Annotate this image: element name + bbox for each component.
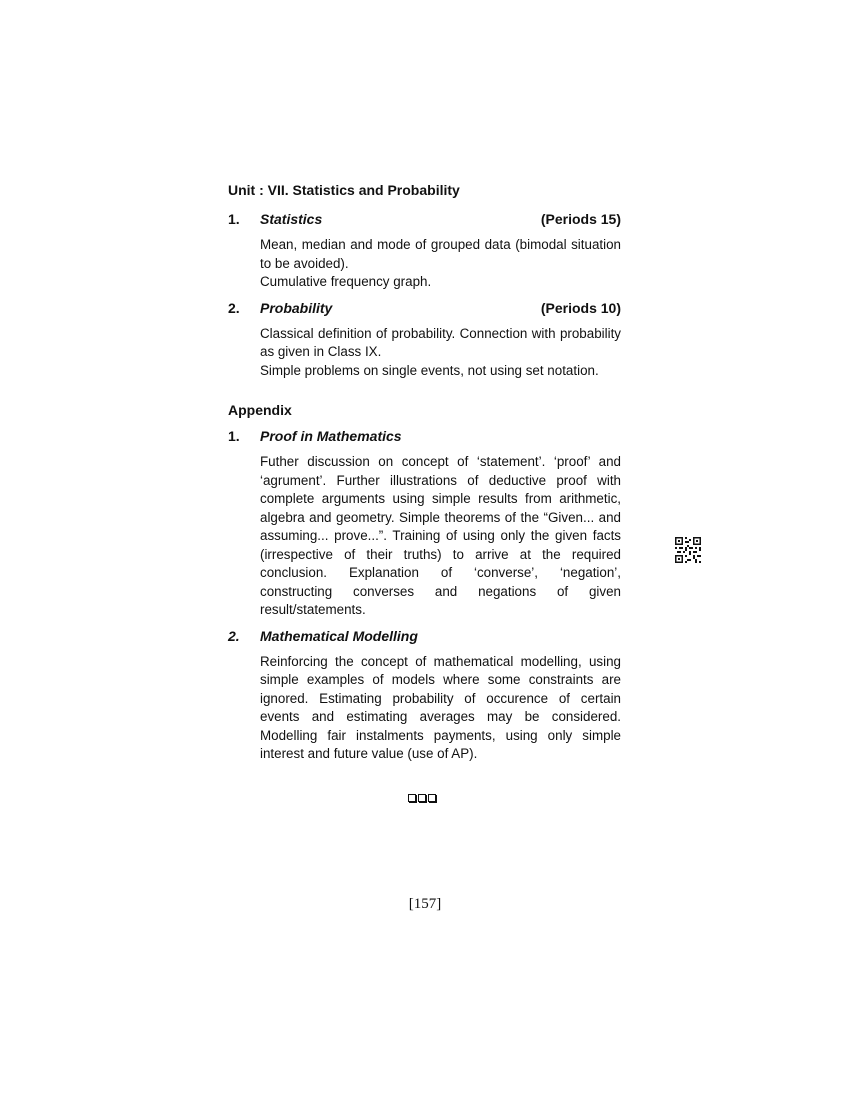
item-paragraph: Futher discussion on concept of ‘statement’. ‘proof’ and ‘agrument’. Further illustrations of deductive proof with complete arguments using simple results from arithmetic, algebra and geometry. Simple theorems of the “Given... and assuming... prove...”. Training of using only the given facts (irrespective of their truths) to arrive at the required conclusion. Explanation of ‘converse’, ‘negation’, constructing converses and negations of given result/statements. (260, 454, 621, 617)
item-header (228, 628, 621, 644)
page-number: [157] (408, 896, 442, 912)
item-paragraph: Cumulative frequency graph. (260, 274, 432, 289)
square-icon (428, 794, 436, 802)
item-number: 1. (228, 428, 240, 444)
item-title: Proof in Mathematics (260, 428, 402, 444)
appendix-item-modelling (228, 628, 621, 764)
unit-item-probability (228, 300, 621, 381)
appendix-item-proof (228, 428, 621, 620)
square-icon (408, 794, 416, 802)
unit-item-statistics (228, 211, 621, 292)
unit-heading: Unit : VII. Statistics and Probability (228, 182, 460, 198)
item-header (228, 300, 621, 316)
item-title: Statistics (260, 211, 323, 227)
item-title: Mathematical Modelling (260, 627, 418, 644)
item-body (260, 453, 621, 620)
item-body (260, 236, 621, 292)
item-periods: (Periods 15) (540, 211, 621, 227)
appendix-heading: Appendix (228, 402, 292, 418)
page-content (228, 182, 621, 772)
item-title: Probability (260, 299, 333, 316)
item-number: 2. (228, 627, 240, 644)
item-number: 1. (228, 211, 240, 227)
square-icon (418, 794, 426, 802)
item-header (228, 211, 621, 227)
qr-code-icon[interactable] (675, 537, 701, 563)
item-header (228, 428, 621, 444)
item-periods: (Periods 10) (540, 299, 621, 316)
item-paragraph: Mean, median and mode of grouped data (bimodal situation to be avoided). (260, 237, 621, 271)
item-body (260, 653, 621, 764)
item-body (260, 325, 621, 381)
item-paragraph: Classical definition of probability. Connection with probability as given in Class IX. (260, 325, 621, 359)
item-number: 2. (228, 299, 240, 316)
item-paragraph: Simple problems on single events, not using set notation. (260, 362, 599, 378)
item-paragraph: Reinforcing the concept of mathematical modelling, using simple examples of models where some constraints are ignored. Estimating probability of occurence of certain events and estimating averages may be considered. Modelling fair instalments payments, using only simple interest and future value (use of AP). (260, 653, 621, 761)
three-squares-icon (408, 794, 436, 802)
